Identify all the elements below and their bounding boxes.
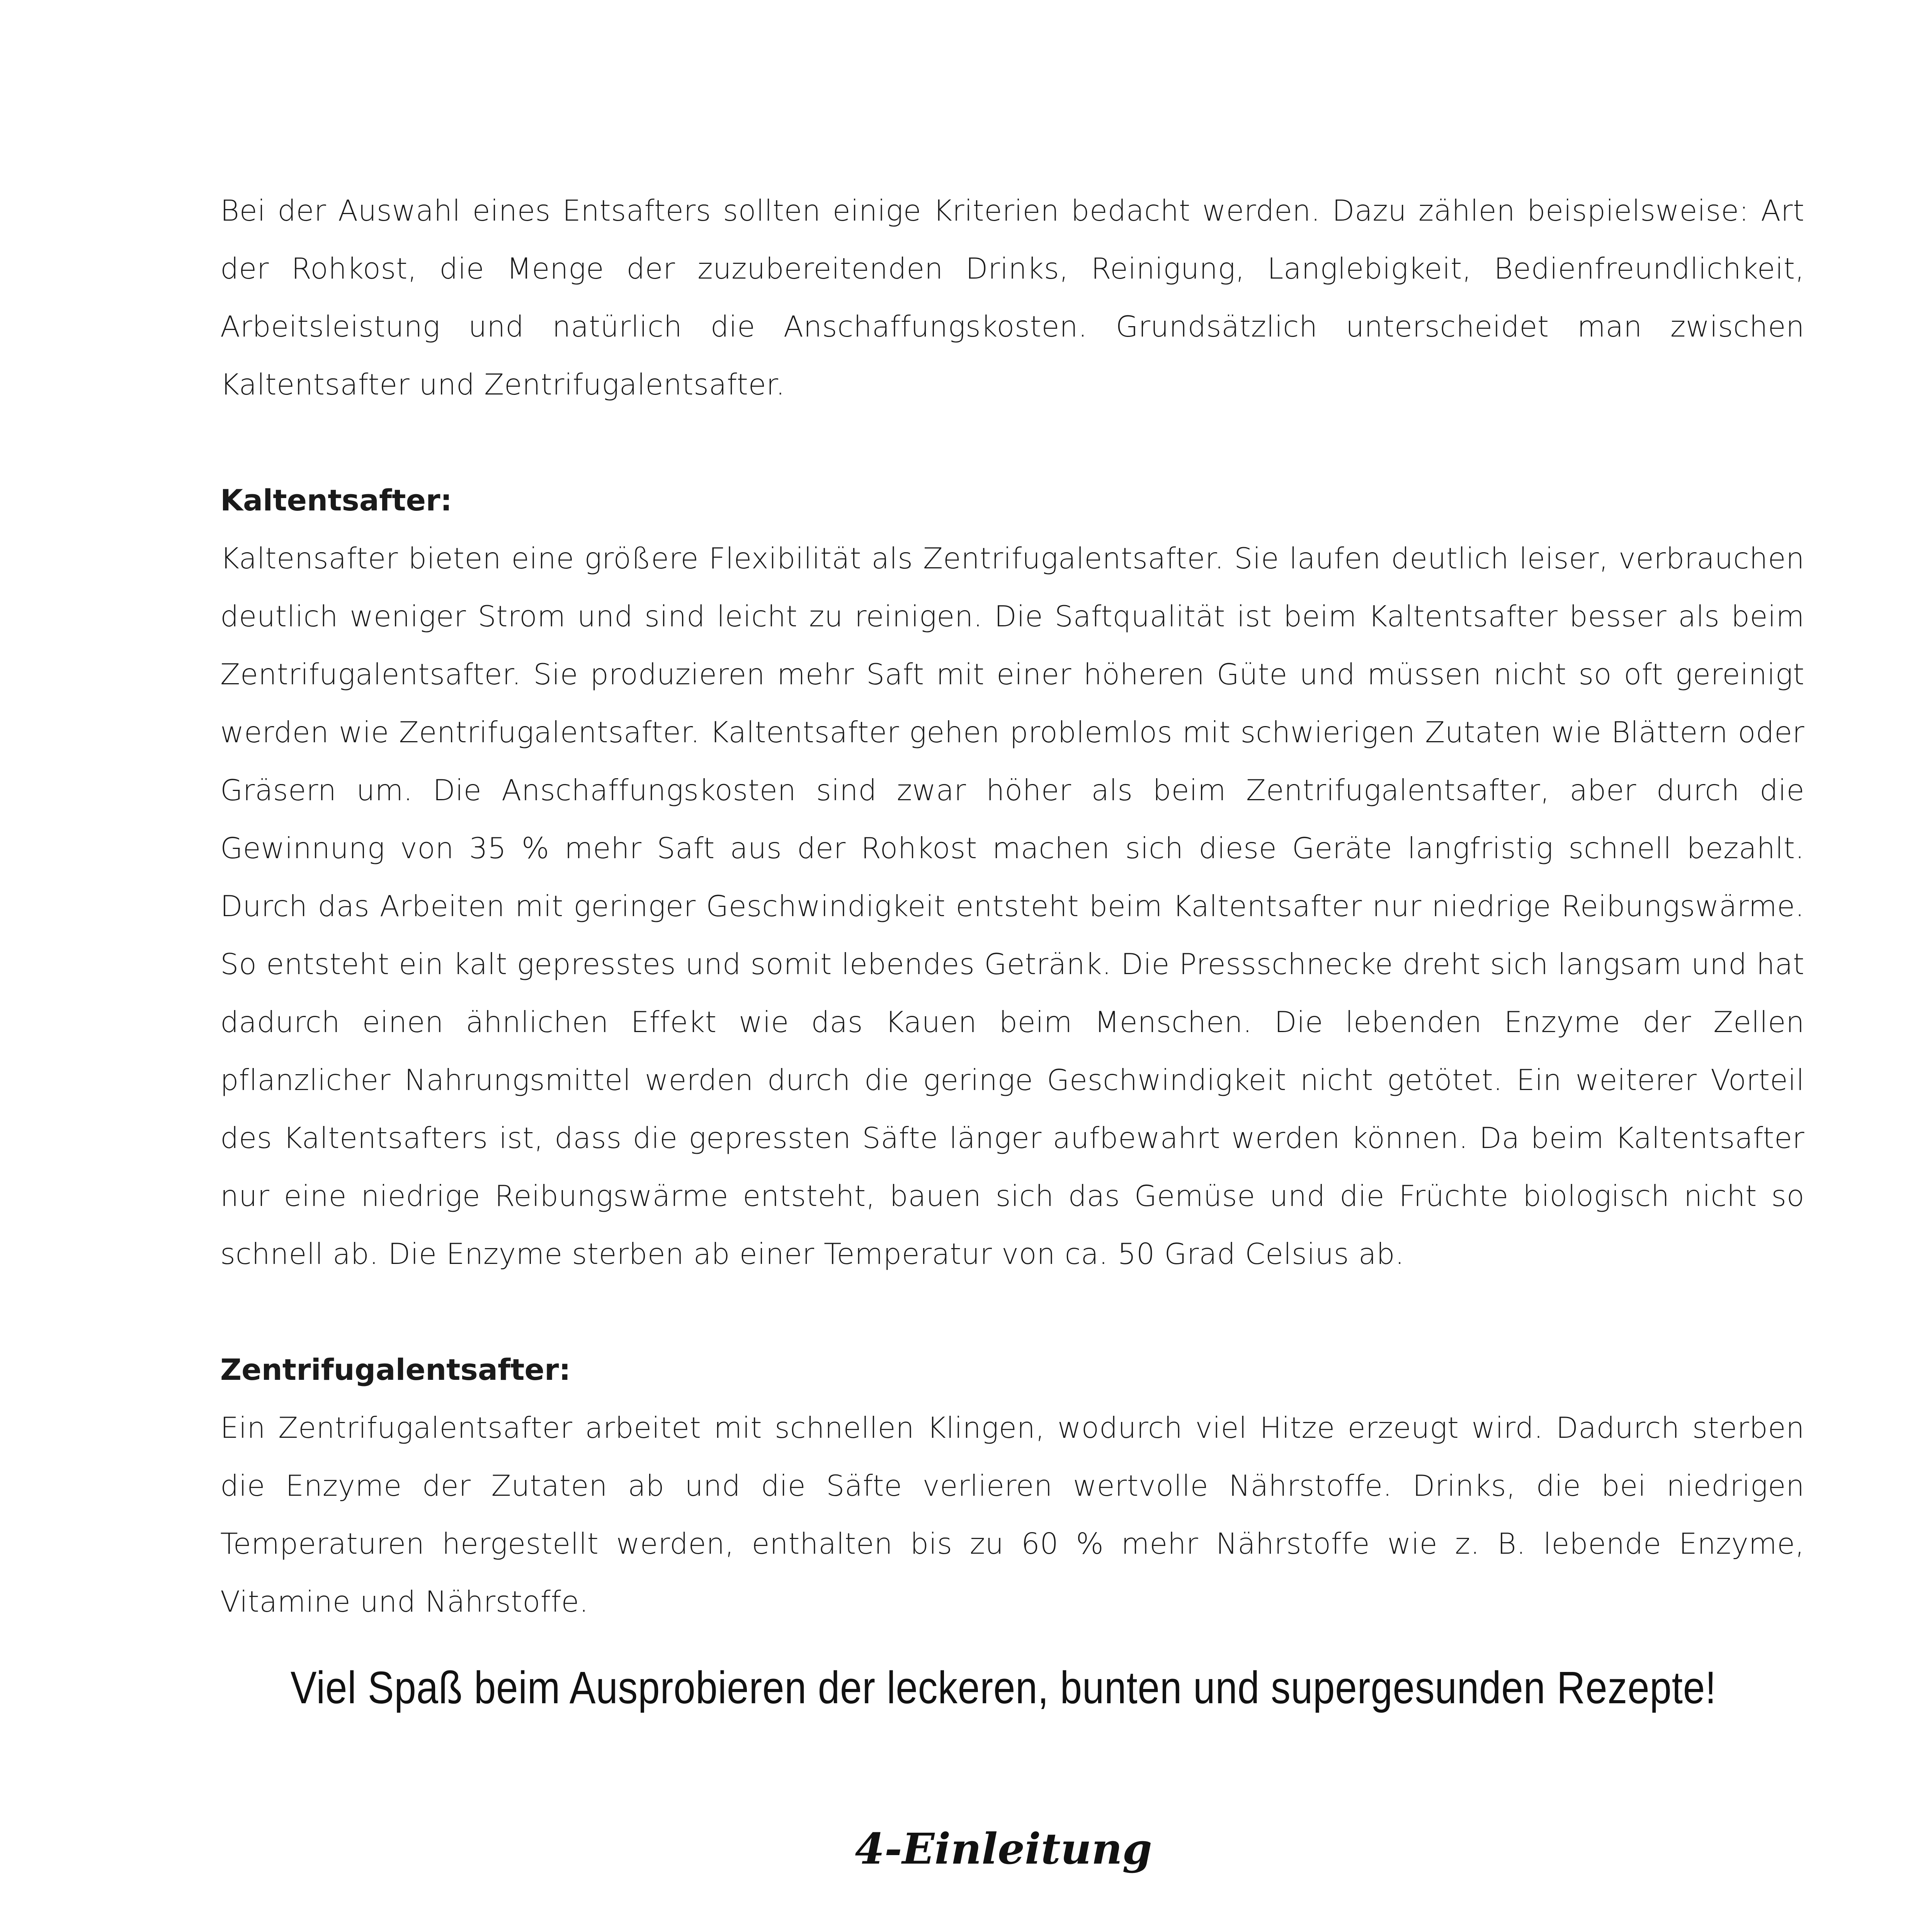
section-paragraph-zentrifugalentsafter: Ein Zentrifugalentsafter arbeitet mit schnellen Klingen, wodurch viel Hitze erzeugt wird. Dadurch sterben die Enzyme der Zutaten ab und die Säfte verlieren wertvolle Nährstoffe. Drinks, die bei niedrigen Temperaturen hergestellt werden, enthalten bis zu 60 % mehr Nährstoffe wie z. B. lebende Enzyme, Vitamine und Nährstoffe. bbox=[220, 1411, 1804, 1619]
body-text bbox=[220, 182, 1804, 1631]
section-paragraph-kaltentsafter: Kaltensafter bieten eine größere Flexibilität als Zentrifugalentsafter. Sie laufen deutlich leiser, verbrauchen deutlich weniger Strom und sind leicht zu reinigen. Die Saftqualität ist beim Kaltentsafter besser als beim Zentrifugalentsafter. Sie produzieren mehr Saft mit einer höheren Güte und müssen nicht so oft gereinigt werden wie Zentrifugalentsafter. Kaltentsafter gehen problemlos mit schwierigen Zutaten wie Blättern oder Gräsern um. Die Anschaffungskosten sind zwar höher als beim Zentrifugalentsafter, aber durch die Gewinnung von 35 % mehr Saft aus der Rohkost machen sich diese Geräte langfristig schnell bezahlt. Durch das Arbeiten mit geringer Geschwindigkeit entsteht beim Kaltentsafter nur niedrige Reibungswärme. So entsteht ein kalt gepresstes und somit lebendes Getränk. Die Pressschnecke dreht sich langsam und hat dadurch einen ähnlichen Effekt wie das Kauen beim Menschen. Die lebenden Enzyme der Zellen pflanzlicher Nahrungsmittel werden durch die geringe Geschwindigkeit nicht getötet. Ein weiterer Vorteil des Kaltentsafters ist, dass die gepressten Säfte länger aufbewahrt werden können. Da beim Kaltentsafter nur eine niedrige Reibungswärme entsteht, bauen sich das Gemüse und die Früchte biologisch nicht so schnell ab. Die Enzyme sterben ab einer Temperatur von ca. 50 Grad Celsius ab. bbox=[220, 541, 1804, 1271]
closing-line: Viel Spaß beim Ausprobieren der leckeren, bunten und supergesunden Rezepte! bbox=[290, 1662, 1717, 1713]
section-heading-zentrifugalentsafter: Zentrifugalentsafter: bbox=[220, 1352, 571, 1387]
page-footer: 4-Einleitung bbox=[855, 1824, 1152, 1874]
intro-paragraph: Bei der Auswahl eines Entsafters sollten einige Kriterien bedacht werden. Dazu zählen beispielsweise: Art der Rohkost, die Menge der zuzubereitenden Drinks, Reinigung, Langlebigkeit, Bedienfreundlichkeit, Arbeitsleistung und natürlich die Anschaffungskosten. Grundsätzlich unterscheidet man zwischen Kaltentsafter und Zentrifugalentsafter. bbox=[220, 194, 1804, 401]
section-heading-kaltentsafter: Kaltentsafter: bbox=[220, 483, 452, 517]
